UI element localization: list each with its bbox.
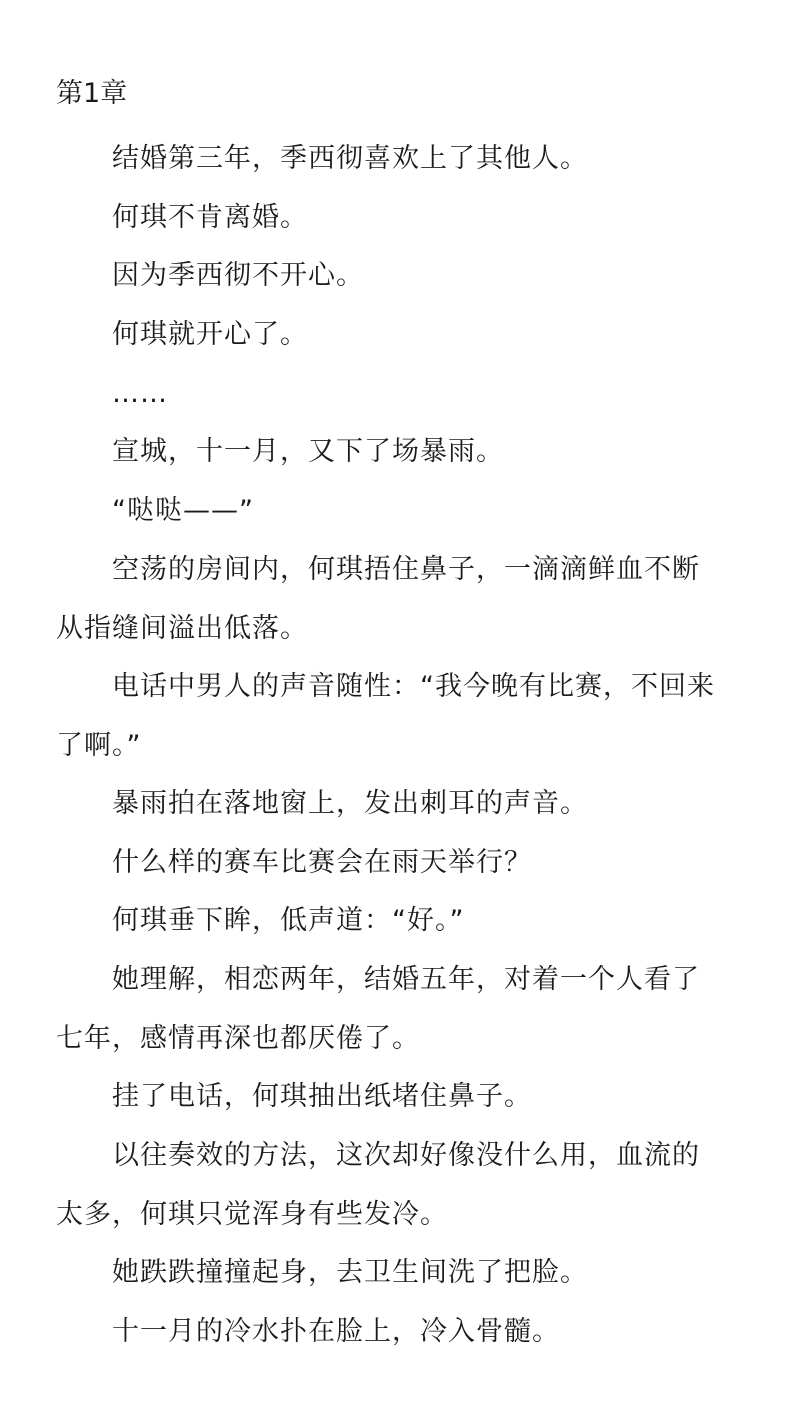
- paragraph: 她理解，相恋两年，结婚五年，对着一个人看了七年，感情再深也都厌倦了。: [56, 964, 700, 1054]
- paragraph: 十一月的冷水扑在脸上，冷入骨髓。: [112, 1316, 560, 1347]
- paragraph: 宣城，十一月，又下了场暴雨。: [112, 436, 504, 467]
- paragraph: 何琪不肯离婚。: [112, 202, 308, 233]
- paragraph: 以往奏效的方法，这次却好像没什么用，血流的太多，何琪只觉浑身有些发冷。: [56, 1140, 700, 1230]
- paragraph: 因为季西彻不开心。: [112, 260, 364, 291]
- paragraph: 暴雨拍在落地窗上，发出刺耳的声音。: [112, 788, 588, 819]
- chapter-title: 第1章: [56, 78, 128, 109]
- paragraph: 什么样的赛车比赛会在雨天举行？: [112, 847, 532, 878]
- paragraph: 何琪垂下眸，低声道：“好。”: [112, 905, 465, 936]
- paragraph: ……: [112, 378, 168, 409]
- paragraph: 她跌跌撞撞起身，去卫生间洗了把脸。: [112, 1257, 588, 1288]
- paragraph: 挂了电话，何琪抽出纸堵住鼻子。: [112, 1081, 532, 1112]
- paragraph: 空荡的房间内，何琪捂住鼻子，一滴滴鲜血不断从指缝间溢出低落。: [56, 554, 700, 644]
- paragraph: 何琪就开心了。: [112, 319, 308, 350]
- paragraph: 结婚第三年，季西彻喜欢上了其他人。: [112, 143, 588, 174]
- paragraph: 电话中男人的声音随性：“我今晚有比赛，不回来了啊。”: [56, 671, 715, 761]
- paragraph: “哒哒——”: [112, 495, 254, 526]
